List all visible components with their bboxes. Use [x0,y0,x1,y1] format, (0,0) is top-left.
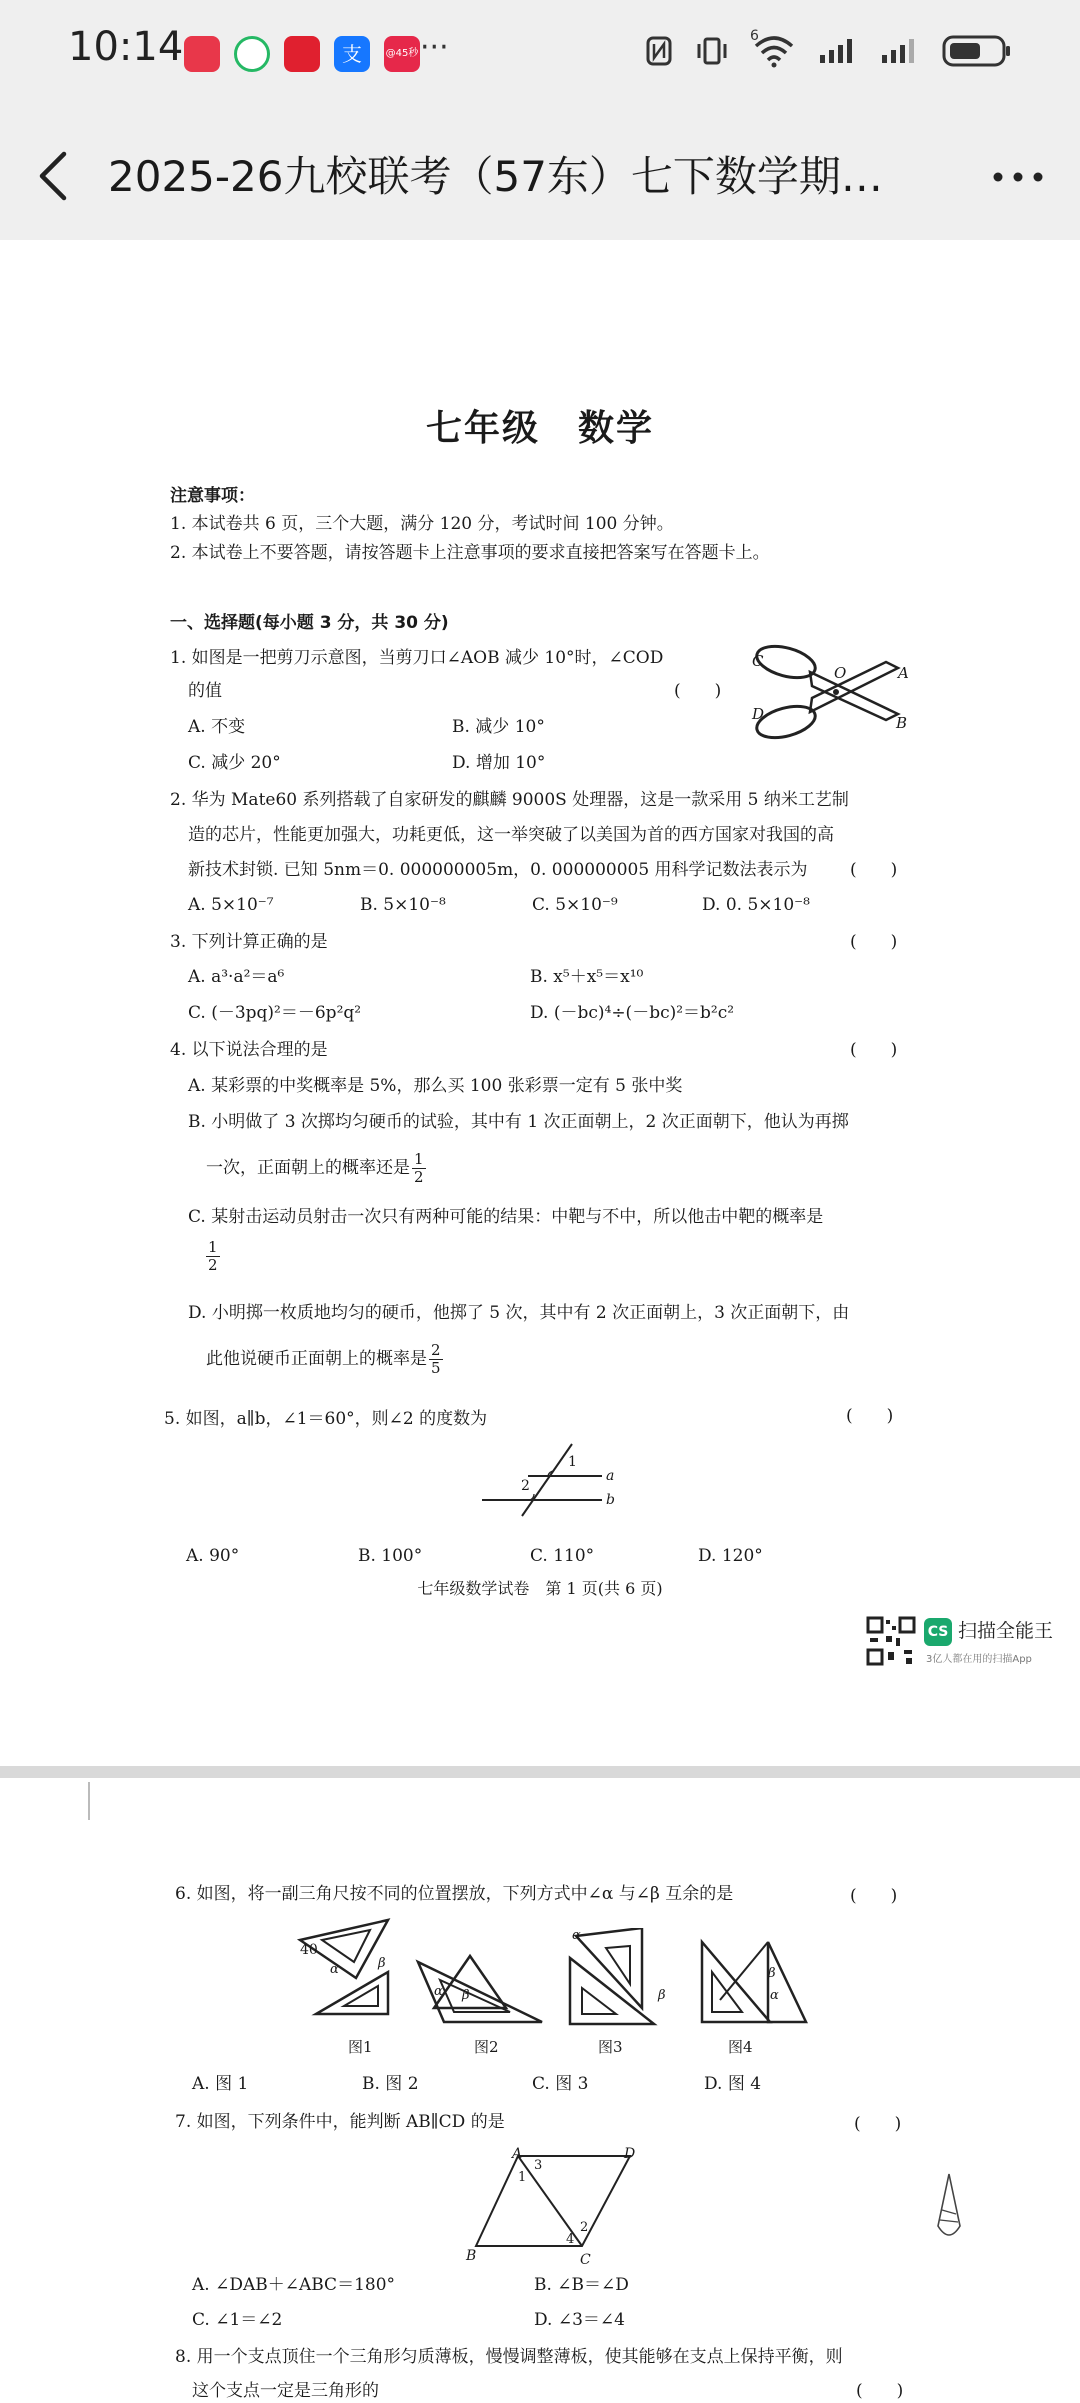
q1-label-b: B [896,714,908,732]
q5-option-d: D. 120° [698,1546,763,1566]
fraction-numerator: 1 [208,1238,218,1256]
q1-label-c: C [752,652,764,670]
nfc-icon [646,36,672,66]
q3-option-b: B. x⁵＋x⁵＝x¹⁰ [530,967,644,987]
scan-edge-mark [88,1782,90,1820]
app-title-bar [0,112,1080,240]
more-options-button[interactable] [990,162,1046,192]
q1-label-d: D [752,705,765,723]
note-1: 1. 本试卷共 6 页，三个大题，满分 120 分，考试时间 100 分钟。 [170,514,674,534]
q7-label-angle-1: 1 [518,2170,527,2185]
q5-label-line-a: a [606,1468,615,1484]
q7-stem: 7. 如图，下列条件中，能判断 AB∥CD 的是 [175,2112,505,2132]
q7-label-d: D [624,2146,636,2162]
q7-option-a: A. ∠DAB＋∠ABC＝180° [192,2275,396,2295]
fraction-one-half [412,1152,426,1185]
signal-icon-1 [818,37,858,65]
q2-line1: 2. 华为 Mate60 系列搭载了自家研发的麒麟 9000S 处理器，这是一款采用 5 纳米工艺制 [170,790,849,810]
fraction-denominator: 5 [431,1359,441,1377]
q5-option-c: C. 110° [530,1546,595,1566]
q4-option-b-text: 一次，正面朝上的概率还是 [206,1158,410,1178]
q6-option-b: B. 图 2 [362,2074,419,2094]
notification-icons [184,36,420,72]
battery-icon [942,34,1012,68]
section-1-heading: 一、选择题(每小题 3 分，共 30 分) [170,613,449,633]
q4-option-b-line2 [206,1152,428,1185]
q2-option-b: B. 5×10⁻⁸ [360,895,446,915]
q5-option-b: B. 100° [358,1546,423,1566]
q6-fig-label-3: 图3 [598,2038,623,2056]
q3-option-d: D. (－bc)⁴÷(－bc)²＝b²c² [530,1003,735,1023]
q6-fig2-alpha: α [434,1984,443,1999]
q6-fig-label-4: 图4 [728,2038,753,2056]
q2-line3: 新技术封锁. 已知 5nm＝0. 000000005m，0. 000000005 用科学记数法表示为 [188,860,808,880]
q7-option-d: D. ∠3＝∠4 [534,2310,625,2330]
more-notifications-icon: ··· [420,30,449,65]
status-bar [0,0,1080,112]
status-right [646,28,1012,68]
fraction-numerator: 1 [414,1150,424,1168]
camscanner-watermark [866,1614,1056,1670]
fraction-two-fifths [429,1343,443,1376]
q6-option-a: A. 图 1 [192,2074,249,2094]
vibrate-icon [694,36,730,66]
fraction-denominator: 2 [208,1256,218,1274]
q5-label-angle-2: 2 [521,1478,530,1494]
q6-fig1-angle-mark: 40 [300,1942,318,1958]
q1-label-o: O [834,664,847,682]
document-page-1[interactable] [0,240,1080,1766]
q4-answer-paren: ( ) [850,1040,898,1060]
q1-option-a: A. 不变 [188,717,246,737]
q2-line2: 造的芯片，性能更加强大，功耗更低，这一举突破了以美国为首的西方国家对我国的高 [188,825,834,845]
network-type: 6 [750,28,759,44]
q5-answer-paren: ( ) [846,1406,894,1426]
q3-answer-paren: ( ) [850,932,898,952]
q3-option-a: A. a³·a²＝a⁶ [188,967,285,987]
q2-answer-paren: ( ) [850,860,898,880]
q1-label-a: A [898,664,909,682]
q6-fig-label-1: 图1 [348,2038,373,2056]
q7-answer-paren: ( ) [854,2114,902,2134]
fraction-numerator: 2 [431,1341,441,1359]
q6-fig4-alpha: α [770,1988,779,2003]
camscanner-logo: CS [924,1618,952,1646]
notes-title: 注意事项： [170,486,255,506]
qr-code-icon [866,1616,916,1666]
document-title: 2025-26九校联考（57东）七下数学期… [108,152,883,201]
q1-option-c: C. 减少 20° [188,753,281,773]
q5-label-angle-1: 1 [568,1454,577,1470]
q3-stem: 3. 下列计算正确的是 [170,932,328,952]
back-button[interactable] [30,146,78,206]
q4-stem: 4. 以下说法合理的是 [170,1040,328,1060]
signal-icon-2 [880,37,920,65]
status-time: 10:14 [68,24,184,70]
q6-figure-4 [698,1938,808,2024]
notification-app-icon-2 [234,36,270,72]
q1-option-d: D. 增加 10° [452,753,546,773]
q2-option-d: D. 0. 5×10⁻⁸ [702,895,810,915]
q7-option-c: C. ∠1＝∠2 [192,2310,283,2330]
q6-figure-1 [296,1916,416,2026]
q8-line2: 这个支点一定是三角形的 [192,2381,379,2401]
q6-fig1-beta: β [378,1956,386,1971]
q1-option-b: B. 减少 10° [452,717,545,737]
q8-answer-paren: ( ) [856,2381,904,2401]
q6-option-d: D. 图 4 [704,2074,762,2094]
q1-answer-paren: ( ) [674,681,722,701]
exam-title: 七年级 数学 [425,408,654,449]
q4-option-b-line1: B. 小明做了 3 次掷均匀硬币的试验，其中有 1 次正面朝上，2 次正面朝下，他认为再掷 [188,1112,849,1132]
camscanner-tagline: 3亿人都在用的扫描App [926,1654,1032,1665]
q4-option-a: A. 某彩票的中奖概率是 5%，那么买 100 张彩票一定有 5 张中奖 [188,1076,683,1096]
pencil-doodle [932,2170,966,2246]
camscanner-brand: 扫描全能王 [958,1620,1054,1642]
notification-app-icon-5: @45秒 [384,36,420,72]
q8-line1: 8. 用一个支点顶住一个三角形匀质薄板，慢慢调整薄板，使其能够在支点上保持平衡，则 [175,2347,843,2367]
q4-option-d-text: 此他说硬币正面朝上的概率是 [206,1349,427,1369]
notification-app-icon-3 [284,36,320,72]
page-footer: 七年级数学试卷 第 1 页(共 6 页) [417,1579,663,1598]
q6-stem: 6. 如图，将一副三角尺按不同的位置摆放，下列方式中∠α 与∠β 互余的是 [175,1884,734,1904]
document-page-2[interactable] [0,1778,1080,2403]
q6-fig2-beta: β [462,1988,470,2003]
q6-fig1-alpha: α [330,1962,339,1977]
q7-option-b: B. ∠B＝∠D [534,2275,629,2295]
q3-option-c: C. (－3pq)²＝－6p²q² [188,1003,362,1023]
q6-fig4-beta: β [768,1966,776,1981]
q7-label-c: C [580,2252,591,2268]
q5-label-line-b: b [606,1492,615,1508]
q6-fig3-beta: β [658,1988,666,2003]
scissors-figure [748,640,918,750]
q7-label-angle-3: 3 [534,2158,543,2173]
q6-answer-paren: ( ) [850,1886,898,1906]
note-2: 2. 本试卷上不要答题，请按答题卡上注意事项的要求直接把答案写在答题卡上。 [170,543,770,563]
alipay-icon: 支 [334,36,370,72]
q7-label-angle-4: 4 [566,2232,575,2247]
q4-option-d-line1: D. 小明掷一枚质地均匀的硬币，他掷了 5 次，其中有 2 次正面朝上，3 次正面朝下，由 [188,1303,850,1323]
fraction-one-half-c [206,1240,220,1273]
wifi-icon [750,28,796,68]
page-separator [0,1766,1080,1778]
q2-option-c: C. 5×10⁻⁹ [532,895,618,915]
q1-stem-line1: 1. 如图是一把剪刀示意图，当剪刀口∠AOB 减少 10°时，∠COD [170,648,664,668]
q4-option-d-line2 [206,1343,445,1376]
q5-option-a: A. 90° [186,1546,240,1566]
q6-fig3-alpha: α [572,1928,581,1943]
notification-app-icon-1 [184,36,220,72]
q4-option-c-line1: C. 某射击运动员射击一次只有两种可能的结果：中靶与不中，所以他击中靶的概率是 [188,1207,824,1227]
parallelogram-figure [470,2150,650,2260]
q6-fig-label-2: 图2 [474,2038,499,2056]
q4-option-c-fraction [204,1240,222,1273]
q2-option-a: A. 5×10⁻⁷ [188,895,274,915]
q1-stem-line2: 的值 [188,681,222,701]
fraction-denominator: 2 [414,1168,424,1186]
q6-option-c: C. 图 3 [532,2074,589,2094]
q7-label-b: B [466,2248,477,2264]
q7-label-a: A [512,2146,523,2162]
q7-label-angle-2: 2 [580,2220,589,2235]
q5-stem: 5. 如图，a∥b，∠1＝60°，则∠2 的度数为 [164,1409,488,1429]
